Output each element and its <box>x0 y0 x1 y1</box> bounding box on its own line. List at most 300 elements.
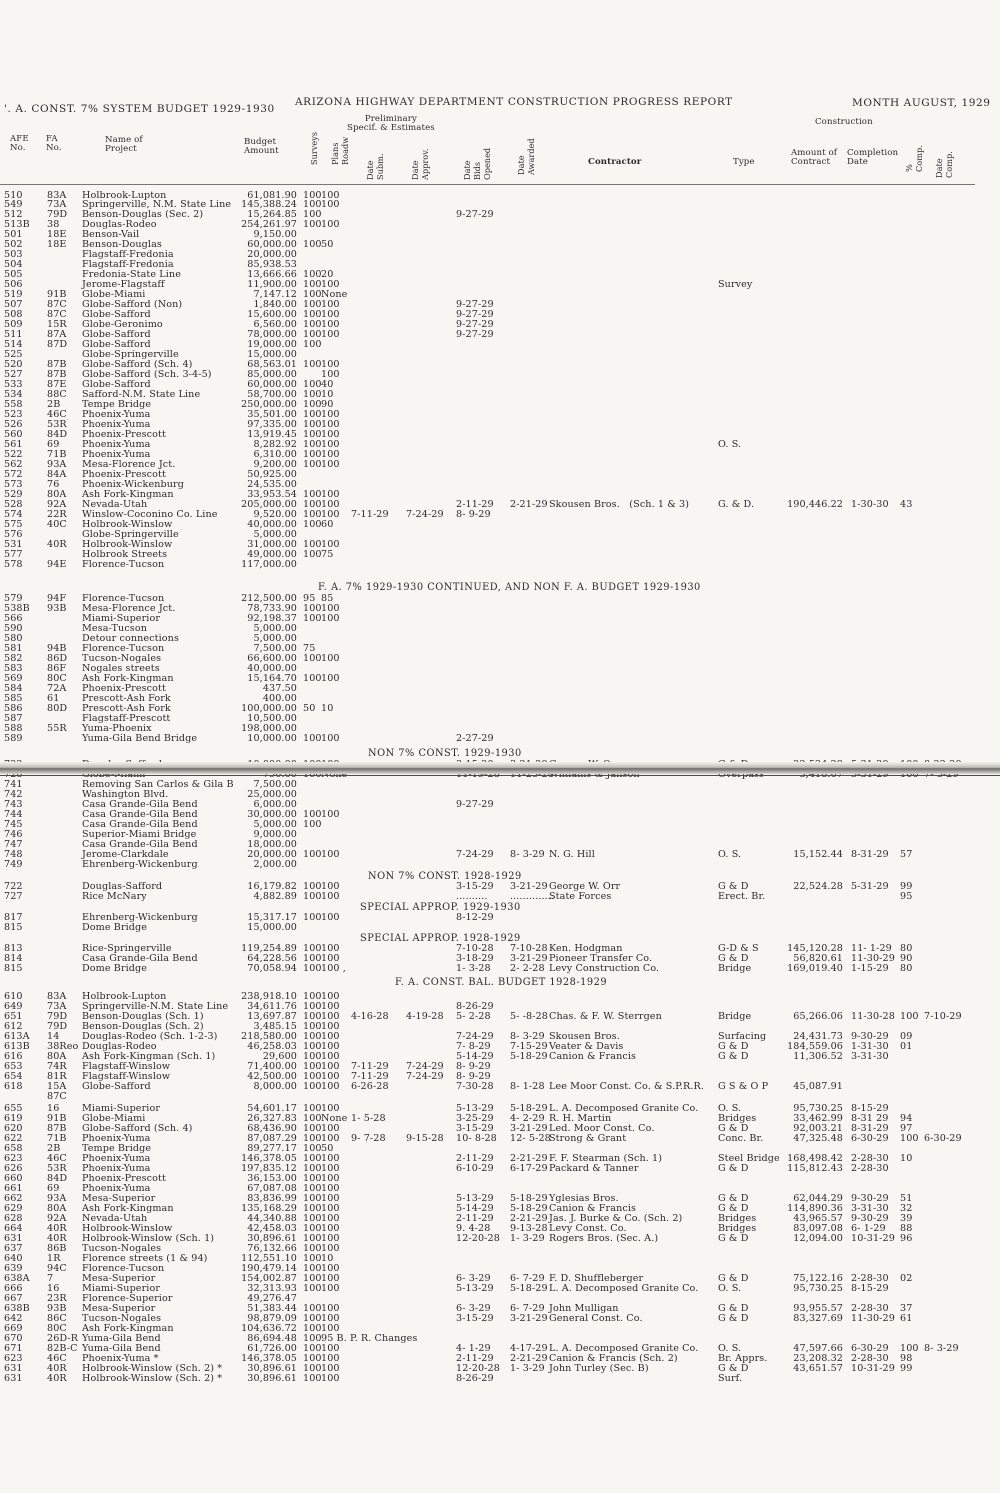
report-month: MONTH AUGUST, 1929 <box>852 97 991 109</box>
cell-surveys: 100 <box>303 1353 322 1364</box>
cell-plans: 100 <box>321 1373 340 1384</box>
cell-budget: 8,282.92 <box>253 439 297 450</box>
cell-budget: 112,551.10 <box>241 1253 297 1264</box>
cell-afe: 620 <box>4 1123 23 1134</box>
cell-afe: 613A <box>4 1031 30 1042</box>
cell-contractor: Ken. Hodgman <box>549 943 623 954</box>
cell-afe: 508 <box>4 309 23 320</box>
cell-subm: 6-26-28 <box>351 1081 389 1092</box>
cell-name: Flagstaff-Fredonia <box>82 249 174 260</box>
cell-contractor: Skousen Bros. (Sch. 1 & 3) <box>549 499 690 510</box>
cell-fa: 40R <box>47 1223 67 1234</box>
cell-subm: 4-16-28 <box>351 1011 389 1022</box>
cell-awarded: 4- 2-29 <box>510 1113 545 1124</box>
cell-afe: 501 <box>4 229 23 240</box>
cell-name: Holbrook-Winslow <box>82 1223 173 1234</box>
cell-name: Mesa-Florence Jct. <box>82 459 176 470</box>
cell-afe: 522 <box>4 449 23 460</box>
cell-amount: 33,462.99 <box>793 1113 843 1124</box>
cell-name: Tucson-Nogales <box>82 653 162 664</box>
cell-name: Ash Fork-Kingman <box>82 1323 174 1334</box>
cell-surveys: 100 <box>303 1343 322 1354</box>
cell-plans: 100 <box>321 881 340 892</box>
cell-plans: 100 <box>321 1223 340 1234</box>
cell-afe: 590 <box>4 623 23 634</box>
cell-budget: 89,277.17 <box>247 1143 297 1154</box>
cell-afe: 653 <box>4 1061 23 1072</box>
cell-completion: 6-30-29 <box>851 1133 889 1144</box>
cell-budget: 61,081.90 <box>247 190 297 201</box>
cell-fa: 73A <box>47 1001 67 1012</box>
cell-surveys: 100 <box>303 1081 322 1092</box>
cell-pct: 100 <box>900 1011 919 1022</box>
cell-contractor: L. A. Decomposed Granite Co. <box>549 1103 699 1114</box>
cell-name: Mesa-Superior <box>82 1273 156 1284</box>
cell-budget: 78,733.90 <box>247 603 297 614</box>
cell-afe: 589 <box>4 733 23 744</box>
cell-fa: 55R <box>47 723 67 734</box>
cell-afe: 727 <box>4 891 23 902</box>
cell-awarded: 6- 7-29 <box>510 1303 545 1314</box>
cell-budget: 4,882.89 <box>253 891 297 902</box>
cell-bids: 6- 3-29 <box>456 1303 491 1314</box>
cell-pct: 10 <box>900 1153 913 1164</box>
cell-bids: 6-10-29 <box>456 1163 494 1174</box>
cell-name: Phoenix-Yuma * <box>82 1353 159 1364</box>
col-date-approv-header: Date Approv. <box>410 148 430 180</box>
cell-budget: 7,500.00 <box>253 643 297 654</box>
cell-plans: 100 <box>321 1193 340 1204</box>
cell-afe: 814 <box>4 953 23 964</box>
col-name-header: Name of Project <box>105 135 143 154</box>
cell-name: Holbrook-Winslow <box>82 539 173 550</box>
cell-budget: 31,000.00 <box>247 539 297 550</box>
cell-awarded: 2- 2-28 <box>510 963 545 974</box>
cell-budget: 35,501.00 <box>247 409 297 420</box>
cell-pct: 97 <box>900 1123 913 1134</box>
cell-name: Mesa-Superior <box>82 1193 156 1204</box>
cell-plans: 100 <box>321 359 340 370</box>
cell-bids: 12-20-28 <box>456 1363 500 1374</box>
cell-afe: 578 <box>4 559 23 570</box>
cell-fa: 91B <box>47 1113 67 1124</box>
cell-afe: 631 <box>4 1233 23 1244</box>
cell-surveys: 100 <box>303 912 322 923</box>
cell-budget: 15,600.00 <box>247 309 297 320</box>
cell-surveys: 100 <box>303 499 322 510</box>
budget-title: '. A. CONST. 7% SYSTEM BUDGET 1929-1930 <box>4 103 275 115</box>
cell-awarded: 3-21-29 <box>510 1123 548 1134</box>
cell-name: Ehrenberg-Wickenburg <box>82 912 198 923</box>
cell-completion: 11-30-28 <box>851 1011 895 1022</box>
cell-name: Globe-Safford (Non) <box>82 299 183 310</box>
cell-afe: 560 <box>4 429 23 440</box>
cell-budget: 5,000.00 <box>253 819 297 830</box>
cell-afe: 584 <box>4 683 23 694</box>
cell-afe: 667 <box>4 1293 23 1304</box>
cell-afe: 631 <box>4 1363 23 1374</box>
cell-name: Safford-N.M. State Line <box>82 389 201 400</box>
cell-plans: 100 <box>321 509 340 520</box>
cell-name: Benson-Douglas (Sec. 2) <box>82 209 204 220</box>
cell-surveys: 100 <box>303 219 322 230</box>
cell-afe: 618 <box>4 1081 23 1092</box>
cell-budget: 117,000.00 <box>241 559 297 570</box>
cell-amount: 15,152.44 <box>793 849 843 860</box>
cell-fa: 40R <box>47 1373 67 1384</box>
col-fa-header: FA No. <box>46 134 62 153</box>
cell-completion: 2-28-30 <box>851 1273 889 1284</box>
cell-completion: 2-28-30 <box>851 1303 889 1314</box>
cell-surveys: 100 <box>303 399 322 410</box>
cell-type: Bridge <box>718 963 752 974</box>
cell-approv: 7-24-29 <box>406 509 444 520</box>
cell-plans: 100 <box>321 1303 340 1314</box>
cell-fa: 79D <box>47 1011 68 1022</box>
cell-completion: 8-15-29 <box>851 1283 889 1294</box>
cell-afe: 502 <box>4 239 23 250</box>
cell-budget: 30,000.00 <box>247 809 297 820</box>
cell-afe: 566 <box>4 613 23 624</box>
cell-budget: 85,938.53 <box>247 259 297 270</box>
col-date-bids-header: Date Bids Opened <box>462 147 492 180</box>
section-heading: NON 7% CONST. 1929-1930 <box>368 748 522 759</box>
cell-afe: 529 <box>4 489 23 500</box>
cell-bids: 2-11-29 <box>456 1213 494 1224</box>
cell-surveys: 100 <box>303 733 322 744</box>
cell-plans: 100 <box>321 1061 340 1072</box>
cell-contractor: Packard & Tanner <box>549 1163 639 1174</box>
cell-name: Florence-Tucson <box>82 1263 165 1274</box>
cell-type: G & D <box>718 953 749 964</box>
cell-plans: None <box>321 1113 348 1124</box>
cell-name: Tucson-Nogales <box>82 1243 162 1254</box>
cell-type: G & D <box>718 1163 749 1174</box>
cell-pct: 80 <box>900 943 913 954</box>
cell-fa: 80A <box>47 489 67 500</box>
cell-subm: 7-11-29 <box>351 1061 389 1072</box>
cell-budget: 146,378.05 <box>241 1153 297 1164</box>
cell-plans: 100 <box>321 1103 340 1114</box>
cell-name: Globe-Geronimo <box>82 319 163 330</box>
cell-name: Tucson-Nogales <box>82 1313 162 1324</box>
cell-awarded: 6-17-29 <box>510 1163 548 1174</box>
cell-surveys: 100 <box>303 1323 322 1334</box>
cell-name: Tempe Bridge <box>82 1143 152 1154</box>
cell-surveys: 100 <box>303 849 322 860</box>
cell-plans: 95 B. P. R. Changes <box>321 1333 418 1344</box>
cell-name: Flagstaff-Winslow <box>82 1061 171 1072</box>
cell-type: G & D <box>718 1051 749 1062</box>
cell-afe: 585 <box>4 693 23 704</box>
cell-fa: 80D <box>47 703 68 714</box>
cell-surveys: 100 <box>303 1233 322 1244</box>
cell-surveys: 100 <box>303 1163 322 1174</box>
cell-plans: 100 <box>321 459 340 470</box>
cell-bids: 7-24-29 <box>456 1031 494 1042</box>
cell-budget: 16,179.82 <box>247 881 297 892</box>
cell-name: Flagstaff-Fredonia <box>82 259 174 270</box>
cell-plans: 100 <box>321 329 340 340</box>
cell-afe: 581 <box>4 643 23 654</box>
cell-surveys: 100 <box>303 1213 322 1224</box>
cell-name: Phoenix-Prescott <box>82 469 166 480</box>
cell-afe: 747 <box>4 839 23 850</box>
col-date-comp-header: Date Comp. <box>934 151 954 178</box>
cell-plans: 100 <box>321 1273 340 1284</box>
cell-surveys: 100 <box>303 239 322 250</box>
cell-afe: 629 <box>4 1203 23 1214</box>
cell-name: Dome Bridge <box>82 922 148 933</box>
cell-bids: 8- 9-29 <box>456 1061 491 1072</box>
cell-afe: 561 <box>4 439 23 450</box>
cell-completion: 6-30-29 <box>851 1343 889 1354</box>
cell-surveys: 100 <box>303 190 322 201</box>
cell-budget: 87,087.29 <box>247 1133 297 1144</box>
cell-awarded: 12- 5-28 <box>510 1133 551 1144</box>
cell-completion: 3-31-30 <box>851 1051 889 1062</box>
cell-afe: 664 <box>4 1223 23 1234</box>
cell-fa: 93A <box>47 1193 67 1204</box>
cell-afe: 576 <box>4 529 23 540</box>
cell-afe: 507 <box>4 299 23 310</box>
cell-name: Benson-Douglas (Sch. 2) <box>82 1021 204 1032</box>
cell-pct: 02 <box>900 1273 913 1284</box>
cell-fa: 88C <box>47 389 67 400</box>
cell-name: Yuma-Gila Bend <box>82 1343 161 1354</box>
cell-bids: 8- 9-29 <box>456 1071 491 1082</box>
cell-surveys: 100 <box>303 1243 322 1254</box>
cell-name: Ash Fork-Kingman <box>82 673 174 684</box>
cell-pct: 100 <box>900 1133 919 1144</box>
cell-name: Nogales streets <box>82 663 160 674</box>
cell-plans: 100 <box>321 1213 340 1224</box>
cell-surveys: 100 <box>303 1373 322 1384</box>
cell-surveys: 100 <box>303 1283 322 1294</box>
cell-fa: 86F <box>47 663 67 674</box>
cell-fa: 18E <box>47 239 67 250</box>
cell-pct: 09 <box>900 1031 913 1042</box>
cell-pct: 96 <box>900 1233 913 1244</box>
cell-name: Rice-Springerville <box>82 943 172 954</box>
cell-fa: 73A <box>47 199 67 210</box>
cell-budget: 5,000.00 <box>253 623 297 634</box>
cell-surveys: 100 <box>303 1113 322 1124</box>
cell-surveys: 100 <box>303 809 322 820</box>
cell-budget: 135,168.29 <box>241 1203 297 1214</box>
cell-afe: 579 <box>4 593 23 604</box>
cell-afe: 513B <box>4 219 30 230</box>
col-type-header: Type <box>733 157 755 167</box>
cell-surveys: 100 <box>303 1203 322 1214</box>
cell-afe: 523 <box>4 409 23 420</box>
cell-plans: 100 <box>321 429 340 440</box>
cell-afe: 616 <box>4 1051 23 1062</box>
cell-plans: 100 <box>321 1153 340 1164</box>
cell-amount: 45,087.91 <box>793 1081 843 1092</box>
cell-name: Globe-Safford <box>82 339 151 350</box>
cell-awarded: 5-18-29 <box>510 1283 548 1294</box>
cell-name: Dome Bridge <box>82 963 148 974</box>
cell-bids: 9-27-29 <box>456 319 494 330</box>
cell-afe: 528 <box>4 499 23 510</box>
cell-subm: 1- 5-28 <box>351 1113 386 1124</box>
cell-pct: 90 <box>900 953 913 964</box>
cell-awarded: 5-18-29 <box>510 1103 548 1114</box>
cell-fa: 93B <box>47 1303 67 1314</box>
cell-afe: 638B <box>4 1303 30 1314</box>
cell-budget: 154,002.87 <box>241 1273 297 1284</box>
cell-contractor: Rogers Bros. (Sec. A.) <box>549 1233 659 1244</box>
cell-type: Conc. Br. <box>718 1133 764 1144</box>
cell-name: Phoenix-Yuma <box>82 439 151 450</box>
cell-plans: 100 <box>321 1041 340 1052</box>
cell-surveys: 100 <box>303 1123 322 1134</box>
cell-name: Florence-Tucson <box>82 559 165 570</box>
cell-afe: 612 <box>4 1021 23 1032</box>
cell-name: Yuma-Gila Bend <box>82 1333 161 1344</box>
cell-plans: 20 <box>321 269 334 280</box>
cell-bids: 8-12-29 <box>456 912 494 923</box>
cell-bids: 2-11-29 <box>456 1353 494 1364</box>
cell-afe: 619 <box>4 1113 23 1124</box>
cell-amount: 145,120.28 <box>787 943 843 954</box>
cell-amount: 47,597.66 <box>793 1343 843 1354</box>
cell-surveys: 100 <box>303 1061 322 1072</box>
cell-amount: 114,890.36 <box>787 1203 843 1214</box>
cell-plans: 100 <box>321 1263 340 1274</box>
cell-fa: 84D <box>47 1173 68 1184</box>
cell-bids: 9-27-29 <box>456 799 494 810</box>
cell-bids: 5-13-29 <box>456 1193 494 1204</box>
cell-fa: 1R <box>47 1253 61 1264</box>
cell-afe: 504 <box>4 259 23 270</box>
cell-fa: 87C <box>47 309 67 320</box>
cell-awarded: 3-21-29 <box>510 953 548 964</box>
cell-plans: 100 <box>321 891 340 902</box>
cell-bids: 8-26-29 <box>456 1001 494 1012</box>
cell-name: Globe-Safford <box>82 1081 151 1092</box>
cell-datecomp: 6-30-29 <box>924 1133 962 1144</box>
cell-type: O. S. <box>718 1343 742 1354</box>
cell-surveys: 100 <box>303 1173 322 1184</box>
cell-fa: 93B <box>47 603 67 614</box>
cell-type: G & D <box>718 1363 749 1374</box>
cell-budget: 85,000.00 <box>247 369 297 380</box>
cell-budget: 51,383.44 <box>247 1303 297 1314</box>
col-contractor-header: Contractor <box>588 157 642 167</box>
cell-plans: 100 <box>321 1021 340 1032</box>
cell-contractor: George W. Orr <box>549 881 621 892</box>
cell-plans: 10 <box>321 389 334 400</box>
cell-plans: 100 <box>321 1283 340 1294</box>
cell-budget: 50,925.00 <box>247 469 297 480</box>
cell-pct: 51 <box>900 1193 913 1204</box>
cell-budget: 10,500.00 <box>247 713 297 724</box>
cell-afe: 658 <box>4 1143 23 1154</box>
cell-type: G & D <box>718 1273 749 1284</box>
cell-name: Holbrook Streets <box>82 549 168 560</box>
cell-afe: 505 <box>4 269 23 280</box>
cell-awarded: 2-21-29 <box>510 499 548 510</box>
cell-afe: 670 <box>4 1333 23 1344</box>
cell-amount: 12,094.00 <box>793 1233 843 1244</box>
cell-budget: 5,000.00 <box>253 529 297 540</box>
cell-afe: 666 <box>4 1283 23 1294</box>
cell-name: Casa Grande-Gila Bend <box>82 809 198 820</box>
cell-budget: 9,520.00 <box>253 509 297 520</box>
cell-name: Fredonia-State Line <box>82 269 181 280</box>
cell-contractor: Led. Moor Const. Co. <box>549 1123 655 1134</box>
cell-amount: 95,730.25 <box>793 1283 843 1294</box>
cell-fa: 92A <box>47 1213 67 1224</box>
cell-surveys: 75 <box>303 643 316 654</box>
cell-type: Surfacing <box>718 1031 767 1042</box>
cell-budget: 98,879.09 <box>247 1313 297 1324</box>
cell-budget: 40,000.00 <box>247 519 297 530</box>
cell-surveys: 100 <box>303 449 322 460</box>
cell-surveys: 100 <box>303 459 322 470</box>
cell-name: Ash Fork-Kingman <box>82 1203 174 1214</box>
cell-plans: 100 <box>321 943 340 954</box>
cell-pct: 32 <box>900 1203 913 1214</box>
cell-subm: 9- 7-28 <box>351 1133 386 1144</box>
cell-plans: 100 <box>321 369 340 380</box>
section-heading: NON 7% CONST. 1928-1929 <box>368 871 522 882</box>
cell-surveys: 100 <box>303 613 322 624</box>
cell-type: Bridges <box>718 1223 757 1234</box>
cell-budget: 26,327.83 <box>247 1113 297 1124</box>
cell-fa: 81R <box>47 1071 67 1082</box>
cell-fa: 46C <box>47 1153 67 1164</box>
cell-contractor: Veater & Davis <box>549 1041 624 1052</box>
cell-plans: 100 <box>321 1323 340 1334</box>
cell-budget: 6,310.00 <box>253 449 297 460</box>
section-heading: SPECIAL APPROP. 1928-1929 <box>360 933 521 944</box>
cell-afe: 722 <box>4 881 23 892</box>
cell-type: Br. Apprs. <box>718 1353 768 1364</box>
cell-awarded: 2-21-29 <box>510 1353 548 1364</box>
cell-budget: 8,000.00 <box>253 1081 297 1092</box>
cell-completion: 1-31-30 <box>851 1041 889 1052</box>
cell-fa: 93A <box>47 459 67 470</box>
cell-name: Flagstaff-Winslow <box>82 1071 171 1082</box>
cell-budget: 2,000.00 <box>253 859 297 870</box>
cell-awarded: 1- 3-29 <box>510 1363 545 1374</box>
cell-type: G & D <box>718 1041 749 1052</box>
cell-surveys: 100 <box>303 1303 322 1314</box>
cell-name: Phoenix-Yuma <box>82 1133 151 1144</box>
cell-name: Washington Blvd. <box>82 789 169 800</box>
cell-name: Prescott-Ash Fork <box>82 703 171 714</box>
cell-plans: 100 <box>321 499 340 510</box>
cell-name: Holbrook-Lupton <box>82 991 167 1002</box>
cell-plans: 60 <box>321 519 334 530</box>
cell-afe: 817 <box>4 912 23 923</box>
cell-afe: 610 <box>4 991 23 1002</box>
cell-afe: 583 <box>4 663 23 674</box>
cell-budget: 61,726.00 <box>247 1343 297 1354</box>
cell-surveys: 100 <box>303 289 322 300</box>
cell-type: G & D <box>718 881 749 892</box>
cell-amount: 190,446.22 <box>787 499 843 510</box>
cell-name: Phoenix-Prescott <box>82 429 166 440</box>
cell-name: Casa Grande-Gila Bend <box>82 799 198 810</box>
cell-plans: 100 <box>321 1011 340 1022</box>
cell-fa: 2B <box>47 1143 61 1154</box>
cell-pct: 57 <box>900 849 913 860</box>
cell-plans: 100 <box>321 953 340 964</box>
